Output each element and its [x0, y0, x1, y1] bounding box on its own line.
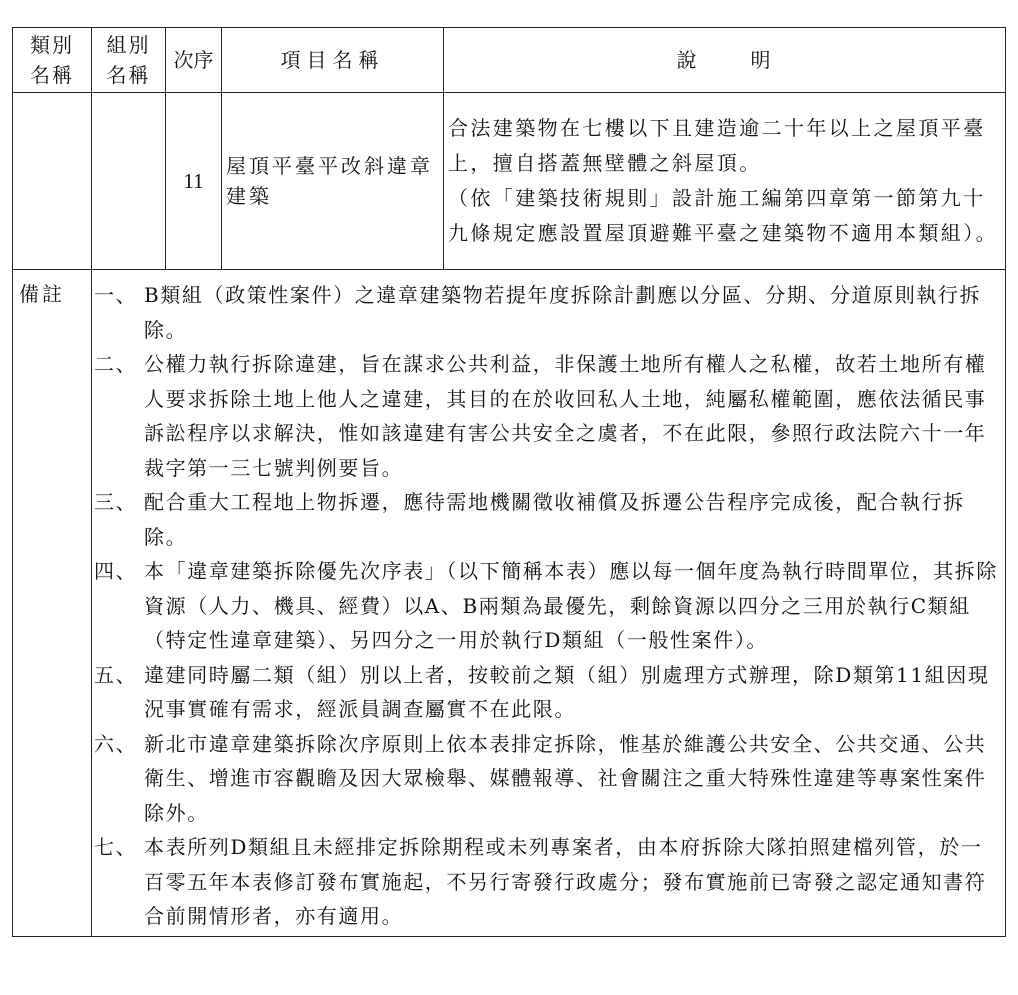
header-group-name-line2: 名稱	[106, 63, 151, 87]
header-type-name-line2: 名稱	[30, 63, 74, 87]
note-number: 三、	[94, 490, 138, 514]
note-number: 七、	[94, 835, 138, 859]
note-number: 一、	[94, 283, 138, 307]
row-description-line2: （依「建築技術規則」設計施工編第四章第一節第九十九條規定應設置屋頂避難平臺之建築物不適用本類組）。	[448, 186, 998, 245]
note-number: 二、	[94, 352, 138, 376]
note-item	[94, 347, 1001, 485]
header-description-char1: 說	[676, 48, 699, 72]
table-row	[13, 93, 1006, 270]
note-item	[94, 727, 1001, 831]
note-number: 六、	[94, 731, 138, 756]
note-text: 本表所列D類組且未經排定拆除期程或未列專案者，由本府拆除大隊拍照建檔列管，於一百零五年本表修訂發布實施起，不另行寄發行政處分；發布實施前已寄發之認定通知書符合前開情形者，亦有適用。	[144, 835, 987, 928]
header-type-name-line1: 類別	[30, 33, 74, 57]
note-item	[94, 278, 1001, 347]
header-sequence: 次序	[166, 28, 222, 93]
header-description	[444, 28, 1006, 93]
row-item-name: 屋頂平臺平改斜違章建築	[222, 93, 444, 270]
notes-content	[92, 270, 1006, 937]
note-item	[94, 554, 1001, 658]
note-number: 五、	[94, 662, 138, 687]
header-group-name	[92, 28, 166, 93]
row-group-name	[92, 93, 166, 270]
row-description	[444, 93, 1006, 270]
note-text: 違建同時屬二類（組）別以上者，按較前之類（組）別處理方式辦理，除D類第11組因現況事實確有需求，經派員調查屬實不在此限。	[144, 662, 990, 721]
note-text: B類組（政策性案件）之違章建築物若提年度拆除計劃應以分區、分期、分道原則執行拆除。	[144, 283, 982, 342]
header-row	[13, 28, 1006, 93]
note-item	[94, 658, 1001, 727]
note-text: 公權力執行拆除違建，旨在謀求公共利益，非保護土地所有權人之私權，故若土地所有權人要求拆除土地上他人之違建，其目的在於收回私人土地，純屬私權範圍，應依法循民事訴訟程序以求解決，惟如該違建有害公共安全之虞者，不在此限，參照行政法院六十一年裁字第一三七號判例要旨。	[144, 352, 987, 480]
header-item-name: 項目名稱	[222, 28, 444, 93]
note-text: 新北市違章建築拆除次序原則上依本表排定拆除，惟基於維護公共安全、公共交通、公共衛生、增進市容觀瞻及因大眾檢舉、媒體報導、社會關注之重大特殊性違建等專案性案件除外。	[144, 731, 987, 825]
row-type-name	[13, 93, 92, 270]
note-text: 本「違章建築拆除優先次序表」（以下簡稱本表）應以每一個年度為執行時間單位，其拆除資源（人力、機具、經費）以A、B兩類為最優先，剩餘資源以四分之三用於執行C類組（特定性違章建築）、另四分之一用於執行D類組（一般性案件）。	[144, 559, 998, 652]
demolition-priority-table	[12, 27, 1006, 937]
note-number: 四、	[94, 559, 138, 583]
header-description-char2: 明	[750, 48, 773, 72]
note-text: 配合重大工程地上物拆遷，應待需地機關徵收補償及拆遷公告程序完成後，配合執行拆除。	[144, 490, 965, 549]
header-type-name	[13, 28, 92, 93]
row-description-line1: 合法建築物在七樓以下且建造逾二十年以上之屋頂平臺上，擅自搭蓋無壁體之斜屋頂。	[448, 116, 986, 175]
notes-label: 備註	[13, 270, 92, 937]
row-sequence: 11	[166, 93, 222, 270]
note-item	[94, 485, 1001, 554]
note-item	[94, 830, 1001, 934]
header-group-name-line1: 組別	[106, 33, 151, 57]
notes-row	[13, 270, 1006, 937]
